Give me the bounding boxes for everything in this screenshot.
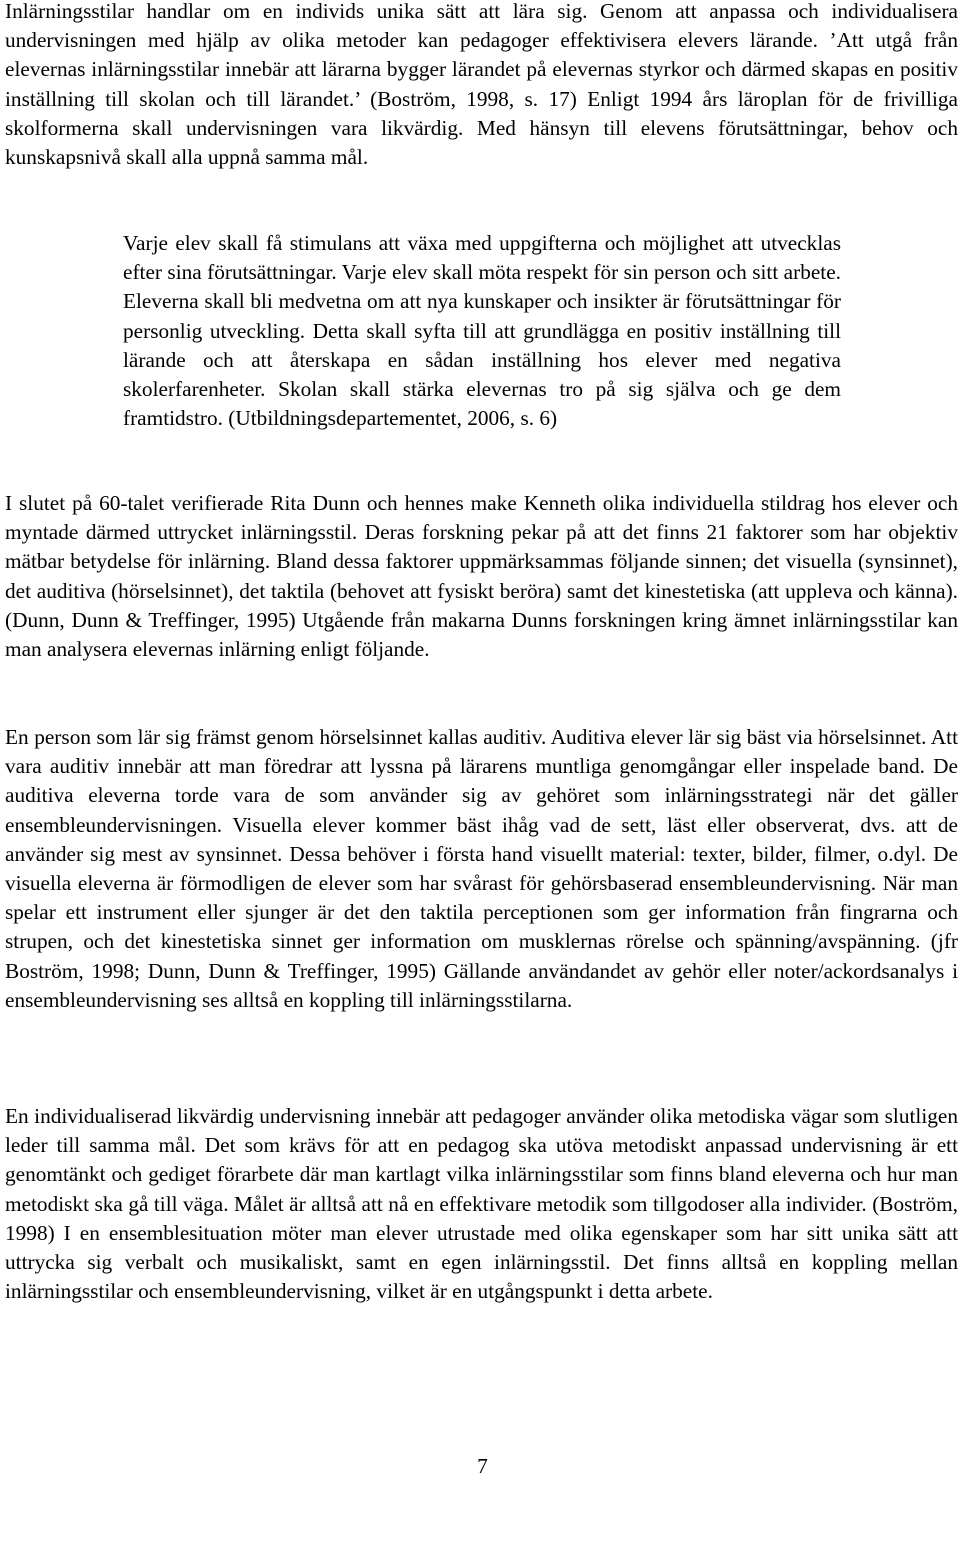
- paragraph-auditiv: En person som lär sig främst genom hörselsinnet kallas auditiv. Auditiva elever lär sig bäst via hörselsinnet. Att vara auditiv innebär att man föredrar att lyssna på lärarens muntliga genomgångar eller inspelade band. De auditiva eleverna torde vara de som använder sig av gehöret som inlärningsstrategi när det gäller ensembleundervisningen. Visuella elever kommer bäst ihåg vad de sett, läst eller observerat, dvs. att de använder sig mest av synsinnet. Dessa behöver i första hand visuellt material: texter, bilder, filmer, o.dyl. De visuella eleverna är förmodligen de elever som har svårast för gehörsbaserad ensembleundervisning. När man spelar ett instrument eller sjunger är det den taktila perceptionen som ger information från fingrarna och strupen, och det kinestetiska sinnet ger information om musklernas rörelse och spänning/avspänning. (jfr Boström, 1998; Dunn, Dunn & Treffinger, 1995) Gällande användandet av gehör eller noter/ackordsanalys i ensembleundervisning ses alltså en koppling till inlärningsstilarna.: [5, 725, 958, 1012]
- paragraph-individualiserad: En individualiserad likvärdig undervisning innebär att pedagoger använder olika metodiska vägar som slutligen leder till samma mål. Det som krävs för att en pedagog ska utöva metodiskt anpassad undervisning är ett genomtänkt och gediget förarbete där man kartlagt vilka inlärningsstilar som finns bland eleverna och hur man metodiskt ska gå till väga. Målet är alltså att nå en effektivare metodik som tillgodoser alla individer. (Boström, 1998) I en ensemblesituation möter man elever utrustade med olika egenskaper som har sitt unika sätt att uttrycka sig verbalt och musikaliskt, samt en egen inlärningsstil. Det finns alltså en koppling mellan inlärningsstilar och ensembleundervisning, vilket är en utgångspunkt i detta arbete.: [5, 1104, 958, 1304]
- page-number: 7: [477, 1454, 488, 1478]
- block-quote: Varje elev skall få stimulans att växa med uppgifterna och möjlighet att utvecklas efter sina förutsättningar. Varje elev skall möta respekt för sin person och sitt arbete. Eleverna skall bli medvetna om att nya kunskaper och insikter är förutsättningar för personlig utveckling. Detta skall syfta till att grundlägga en positiv inställning till lärande och att återskapa en sådan inställning hos elever med negativa skolerfarenheter. Skolan skall stärka elevernas tro på sig själva och ge dem framtidstro. (Utbildningsdepartementet, 2006, s. 6): [123, 231, 841, 431]
- paragraph-intro: Inlärningsstilar handlar om en individs unika sätt att lära sig. Genom att anpassa och individualisera undervisningen med hjälp av olika metoder kan pedagoger effektivisera elevers lärande. ’Att utgå från elevernas inlärningsstilar innebär att lärarna bygger lärandet på elevernas styrkor och därmed skapas en positiv inställning till skolan och till lärandet.’ (Boström, 1998, s. 17) Enligt 1994 års läroplan för de frivilliga skolformerna skall undervisningen vara likvärdig. Med hänsyn till elevens förutsättningar, behov och kunskapsnivå skall alla uppnå samma mål.: [5, 0, 958, 170]
- paragraph-dunn: I slutet på 60-talet verifierade Rita Dunn och hennes make Kenneth olika individuella stildrag hos elever och myntade därmed uttrycket inlärningsstil. Deras forskning pekar på att det finns 21 faktorer som har objektiv mätbar betydelse för inlärning. Bland dessa faktorer uppmärksammas följande sinnen; det visuella (synsinnet), det auditiva (hörselsinnet), det taktila (behovet att fysiskt beröra) samt det kinestetiska (att uppleva och känna). (Dunn, Dunn & Treffinger, 1995) Utgående från makarna Dunns forskningen kring ämnet inlärningsstilar kan man analysera elevernas inlärning enligt följande.: [5, 491, 958, 662]
